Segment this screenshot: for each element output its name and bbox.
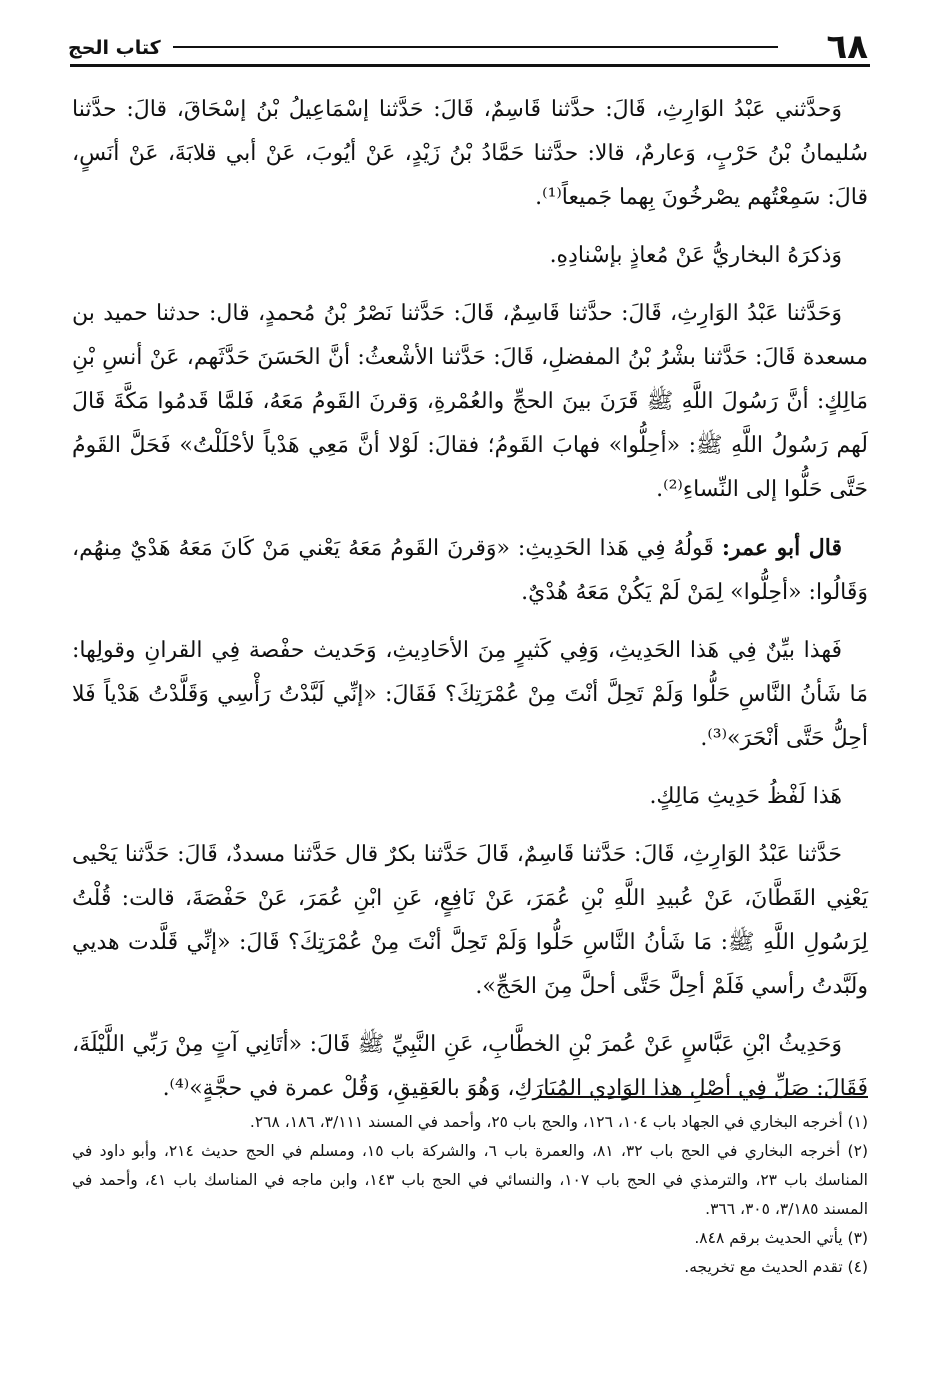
- speaker-label: قال أبو عمر:: [721, 535, 842, 561]
- paragraph-2: وَذكرَهُ البخاريُّ عَنْ مُعاذٍ بإسْنادِهِ.: [549, 243, 842, 268]
- paragraph-7: حَدَّثنا عَبْدُ الوَارِثِ، قَالَ: حَدَّثنا قَاسِمٌ، قَالَ حَدَّثنا بكرٌ قال حَدَّثنا مسددٌ، قَالَ: حَدَّثنا يَحْيى يَعْنِي القَطَّانَ، عَنْ عُبيدِ اللَّهِ بْنِ عُمَرَ، عَنْ نَافِعٍ، عَنِ ابْنِ عُمَرَ، عَنْ حَفْصَةَ، قالت: قُلْتُ لِرَسُولِ اللَّهِ ﷺ: مَا شَأنُ النَّاسِ حَلُّوا وَلَمْ تَحِلَّ أنْتَ مِنْ عُمْرَتِكَ؟ قَالَ: «إنِّي قَلَّدت هديي ولَبَّدتُ رأسي فَلَمْ أحِلَّ حَتَّى أحلَّ مِنَ الحَجِّ».: [72, 842, 868, 999]
- paragraph-8: وَحَدِيثُ ابْنِ عَبَّاسٍ عَنْ عُمرَ بْنِ الخطَّابِ، عَنِ النَّبِيِّ ﷺ قَالَ: «أتَانِي آتٍ مِنْ رَبِّي اللَّيْلَةَ، فَقَالَ: صَلِّ فِي أصْلِ هذا الوَادِي المُبَارَكِ، وَهُوَ بالعَقِيقِ، وَقُلْ عمرة في حجَّةٍ»⁽⁴⁾.: [72, 1032, 868, 1101]
- paragraph-1: وَحدَّثني عَبْدُ الوَارِثِ، قَالَ: حدَّثنا قَاسِمٌ، قَالَ: حَدَّثنا إسْمَاعِيلُ بْنُ إسْحَاقَ، قالَ: حدَّثنا سُليمانُ بْنُ حَرْبٍ، وَعارمٌ، قالا: حدَّثنا حَمَّادُ بْنُ زَيْدٍ، عَنْ أيُوبَ، عَنْ أبي قلابَةَ، عَنْ أنَسٍ، قالَ: سَمِعْتُهم يصْرخُونَ بِهما جَميعاً⁽¹⁾.: [72, 97, 869, 210]
- header-divider: [173, 46, 778, 48]
- paragraph-3: وَحَدَّثنا عَبْدُ الوَارِثِ، قَالَ: حدَّثنا قَاسِمٌ، قَالَ: حَدَّثنا نَصْرُ بْنُ مُحمدٍ، قال: حدثنا حميد بن مسعدة قَالَ: حَدَّثنا بشْرُ بْنُ المفضلِ، قَالَ: حَدَّثنا الأشْعثُ: أنَّ الحَسَنَ حَدَّثَهم، عَنْ أنسِ بْنِ مَالِكٍ: أنَّ رَسُولَ اللَّهِ ﷺ قَرَنَ بينَ الحجِّ والعُمْرةِ، وَقرنَ القَومُ مَعَهُ، فَلمَّا قَدمُوا مَكَّةَ قَالَ لَهم رَسُولُ اللَّهِ ﷺ: «أحِلُّوا» فهابَ القَومُ؛ فقالَ: لَوْلا أنَّ مَعِي هَدْياً لأحْلَلْتُ» فَحَلَّ القَومُ حَتَّى حَلُّوا إلى النِّساءِ⁽²⁾.: [72, 301, 868, 502]
- footnotes: [72, 1108, 868, 1282]
- header-bottom-rule: [70, 64, 870, 67]
- footnote-4: (٤) تقدم الحديث مع تخريجه.: [684, 1258, 868, 1276]
- paragraph-6: هَذا لَفْظُ حَدِيثِ مَالِكٍ.: [649, 784, 842, 809]
- main-text: [72, 88, 868, 1125]
- paragraph-4: [72, 526, 868, 615]
- footnote-2: (٢) أخرجه البخاري في الحج باب ٣٢، ٨١، والعمرة باب ٦، والشركة باب ١٥، ومسلم في الحج حديث ٢١٤، وأبو داود في المناسك باب ٢٣، والترمذي في الحج باب ١٠٧، والنسائي في الحج باب ١٤٣، وابن ماجه في المناسك باب ٤١، وأحمد في المسند ٣/١٨٥، ٣٠٥، ٣٦٦.: [72, 1142, 868, 1218]
- page-number: ٦٨: [826, 27, 868, 67]
- paragraph-4-text: قَولُهُ فِي هَذا الحَدِيثِ: «وَقرنَ القَومُ مَعَهُ يَعْني مَنْ كَانَ مَعَهُ هَدْيٌ مِنهُم، وَقَالُوا: «أحِلُّوا» لِمَنْ لَمْ يَكُنْ مَعَهُ هُدْيٌ.: [72, 536, 868, 605]
- footnote-3: (٣) يأتي الحديث برقم ٨٤٨.: [694, 1229, 868, 1247]
- book-title: كتاب الحج: [68, 37, 161, 59]
- footnote-divider: [538, 1096, 868, 1098]
- running-header: [68, 14, 868, 67]
- footnote-1: (١) أخرجه البخاري في الجهاد باب ١٠٤، ١٢٦، والحج باب ٢٥، وأحمد في المسند ٣/١١١، ١٨٦، ٢٦٨.: [249, 1113, 868, 1131]
- paragraph-5: فَهذا بيِّنٌ فِي هَذا الحَدِيثِ، وَفِي كَثيرٍ مِنَ الأحَادِيثِ، وَحَديث حفْصة فِي القرانِ وقولِها: مَا شَأنُ النَّاسِ حَلُّوا وَلَمْ تَحِلَّ أنْتَ مِنْ عُمْرَتِكَ؟ فَقَالَ: «إنِّي لَبَّدْتُ رَأْسِي وَقَلَّدْتُ هَدْياً فَلا أحِلُّ حَتَّى أنْحَرَ»⁽³⁾.: [72, 638, 868, 751]
